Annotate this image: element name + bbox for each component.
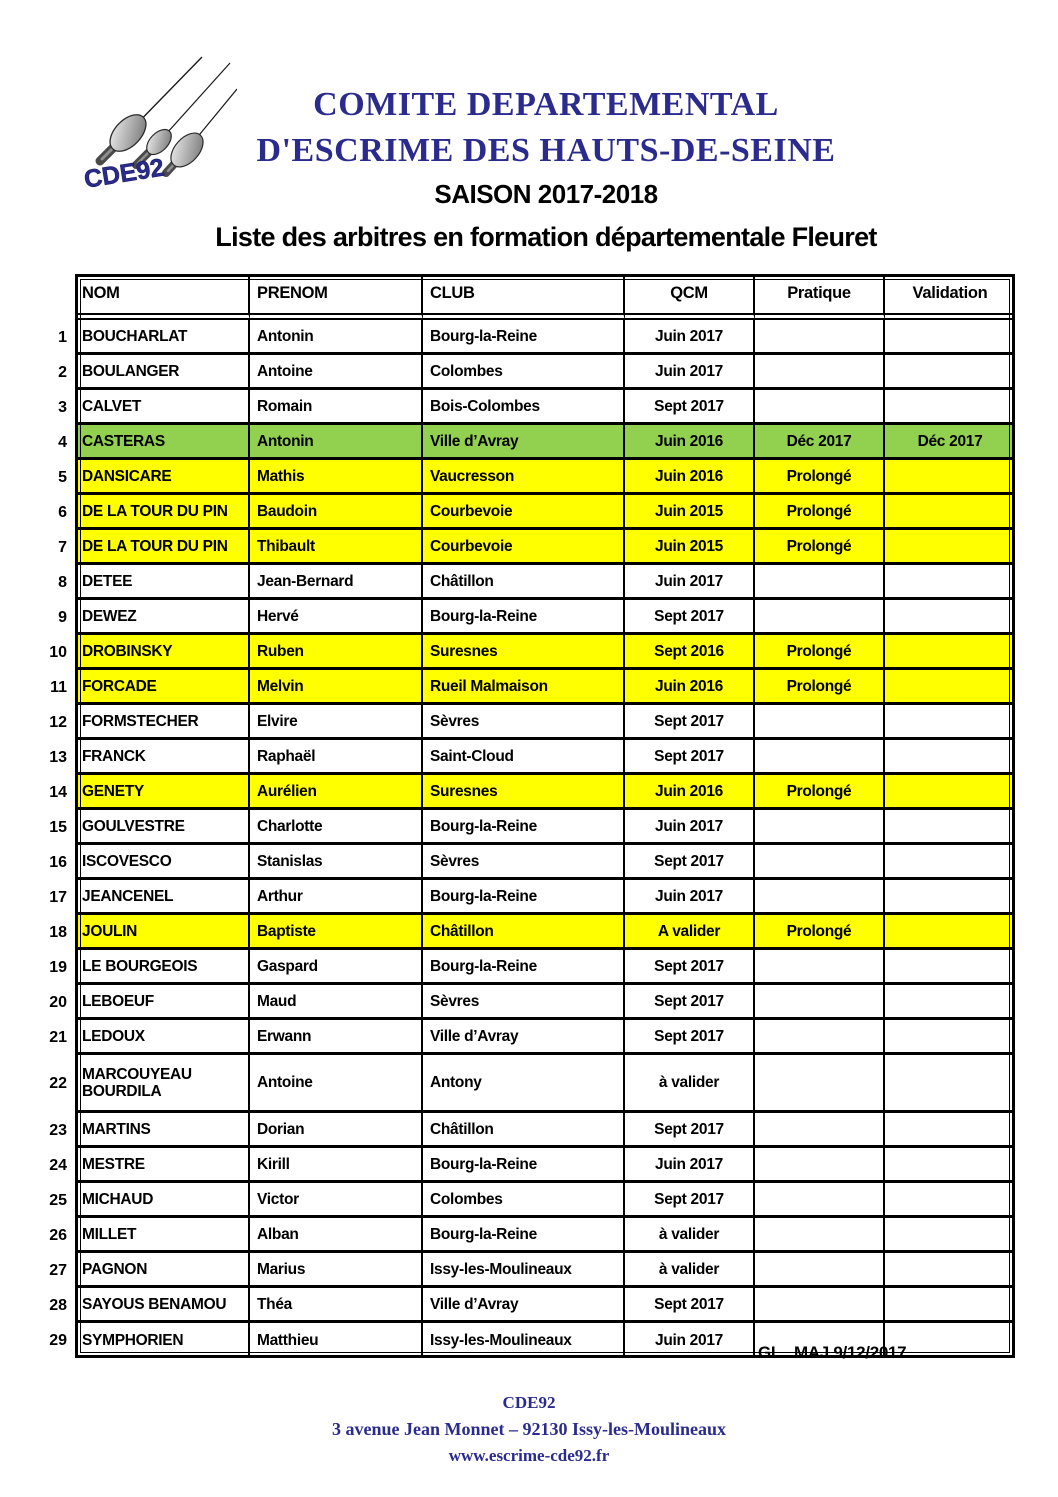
cell-validation <box>885 1113 1015 1148</box>
cell-prenom: Mathis <box>250 460 423 495</box>
cell-prenom: Baptiste <box>250 915 423 950</box>
cell-validation <box>885 705 1015 740</box>
cell-club: Bourg-la-Reine <box>423 880 625 915</box>
cell-nom: BOUCHARLAT <box>75 320 250 355</box>
row-number: 19 <box>49 958 67 976</box>
cell-qcm: Juin 2016 <box>625 425 755 460</box>
season-label: SAISON 2017-2018 <box>434 179 658 209</box>
cell-pratique <box>755 880 885 915</box>
cell-prenom: Dorian <box>250 1113 423 1148</box>
cell-pratique: Prolongé <box>755 635 885 670</box>
cell-qcm: Sept 2017 <box>625 705 755 740</box>
cell-qcm: Juin 2016 <box>625 775 755 810</box>
cell-qcm: Juin 2016 <box>625 460 755 495</box>
cell-pratique <box>755 600 885 635</box>
cell-prenom: Melvin <box>250 670 423 705</box>
cell-pratique <box>755 1020 885 1055</box>
cell-prenom: Baudoin <box>250 495 423 530</box>
column-header-club: CLUB <box>423 274 625 320</box>
cell-prenom: Kirill <box>250 1148 423 1183</box>
cell-prenom: Victor <box>250 1183 423 1218</box>
cell-prenom: Alban <box>250 1218 423 1253</box>
cell-nom: GENETY <box>75 775 250 810</box>
cell-validation <box>885 880 1015 915</box>
cell-club: Châtillon <box>423 1113 625 1148</box>
row-number: 7 <box>58 538 67 556</box>
cell-prenom: Charlotte <box>250 810 423 845</box>
cell-validation <box>885 1218 1015 1253</box>
cell-pratique: Prolongé <box>755 670 885 705</box>
cell-club: Courbevoie <box>423 530 625 565</box>
cell-pratique <box>755 985 885 1020</box>
cell-prenom: Antonin <box>250 320 423 355</box>
update-note: GL MAJ 9/12/2017 <box>758 1343 907 1362</box>
footer-address: 3 avenue Jean Monnet – 92130 Issy-les-Moulineaux <box>331 1419 726 1439</box>
cell-nom: DROBINSKY <box>75 635 250 670</box>
row-number: 17 <box>49 888 67 906</box>
cell-validation <box>885 1055 1015 1113</box>
cell-validation <box>885 670 1015 705</box>
cell-club: Issy-les-Moulineaux <box>423 1323 625 1358</box>
cell-qcm: à valider <box>625 1055 755 1113</box>
row-number: 10 <box>49 643 67 661</box>
cell-prenom: Ruben <box>250 635 423 670</box>
org-title-line2: D'ESCRIME DES HAUTS-DE-SEINE <box>256 132 836 169</box>
row-number-spacer <box>43 274 75 320</box>
cell-prenom: Elvire <box>250 705 423 740</box>
cell-validation <box>885 565 1015 600</box>
cell-club: Vaucresson <box>423 460 625 495</box>
row-number: 11 <box>50 678 67 696</box>
cell-nom: ISCOVESCO <box>75 845 250 880</box>
cell-club: Bourg-la-Reine <box>423 600 625 635</box>
cell-qcm: Sept 2017 <box>625 600 755 635</box>
referee-table <box>43 274 1015 1358</box>
row-number: 22 <box>49 1075 67 1092</box>
cell-pratique <box>755 1148 885 1183</box>
cell-pratique <box>755 705 885 740</box>
cell-validation <box>885 1253 1015 1288</box>
cell-prenom: Raphaël <box>250 740 423 775</box>
row-number: 8 <box>58 573 67 591</box>
cell-pratique <box>755 1183 885 1218</box>
row-number: 13 <box>49 748 67 766</box>
cell-pratique <box>755 810 885 845</box>
cell-pratique <box>755 1288 885 1323</box>
cell-validation <box>885 985 1015 1020</box>
cell-pratique: Déc 2017 <box>755 425 885 460</box>
cell-qcm: Sept 2016 <box>625 635 755 670</box>
cell-qcm: Juin 2016 <box>625 670 755 705</box>
cell-nom: FRANCK <box>75 740 250 775</box>
cell-qcm: Juin 2015 <box>625 530 755 565</box>
cell-validation <box>885 355 1015 390</box>
cell-pratique <box>755 845 885 880</box>
row-number: 6 <box>58 503 67 521</box>
cell-qcm: à valider <box>625 1253 755 1288</box>
cell-validation <box>885 530 1015 565</box>
cell-club: Colombes <box>423 355 625 390</box>
cell-nom: JOULIN <box>75 915 250 950</box>
cell-qcm: Sept 2017 <box>625 1288 755 1323</box>
row-number: 20 <box>49 993 67 1011</box>
org-title-line1: COMITE DEPARTEMENTAL <box>313 86 779 123</box>
cell-validation <box>885 600 1015 635</box>
cell-prenom: Erwann <box>250 1020 423 1055</box>
row-number: 28 <box>49 1296 67 1314</box>
cell-pratique <box>755 950 885 985</box>
cell-nom: BOULANGER <box>75 355 250 390</box>
cell-validation <box>885 740 1015 775</box>
cell-pratique <box>755 1055 885 1113</box>
row-number: 23 <box>49 1121 67 1139</box>
cell-pratique <box>755 565 885 600</box>
cell-qcm: à valider <box>625 1218 755 1253</box>
row-number: 2 <box>58 363 67 381</box>
cell-validation <box>885 1148 1015 1183</box>
cell-qcm: A valider <box>625 915 755 950</box>
cell-prenom: Hervé <box>250 600 423 635</box>
row-number: 25 <box>49 1191 67 1209</box>
cell-validation <box>885 320 1015 355</box>
cell-club: Châtillon <box>423 915 625 950</box>
cell-club: Ville d’Avray <box>423 425 625 460</box>
cell-club: Issy-les-Moulineaux <box>423 1253 625 1288</box>
cell-nom: MESTRE <box>75 1148 250 1183</box>
cell-nom: DE LA TOUR DU PIN <box>75 495 250 530</box>
row-number: 21 <box>49 1028 67 1046</box>
cell-pratique <box>755 1253 885 1288</box>
document-footer <box>0 1390 1058 1469</box>
cell-club: Courbevoie <box>423 495 625 530</box>
cell-prenom: Théa <box>250 1288 423 1323</box>
cell-pratique <box>755 1218 885 1253</box>
cell-pratique: Prolongé <box>755 775 885 810</box>
cell-club: Bourg-la-Reine <box>423 1148 625 1183</box>
cell-nom: DEWEZ <box>75 600 250 635</box>
cell-prenom: Marius <box>250 1253 423 1288</box>
cell-qcm: Juin 2017 <box>625 810 755 845</box>
cell-prenom: Antoine <box>250 1055 423 1113</box>
cell-qcm: Sept 2017 <box>625 1020 755 1055</box>
cell-nom: MILLET <box>75 1218 250 1253</box>
cell-nom: DANSICARE <box>75 460 250 495</box>
cell-nom: FORCADE <box>75 670 250 705</box>
cell-prenom: Stanislas <box>250 845 423 880</box>
cell-club: Sèvres <box>423 845 625 880</box>
row-number: 14 <box>49 783 67 801</box>
cell-prenom: Thibault <box>250 530 423 565</box>
cell-qcm: Juin 2017 <box>625 565 755 600</box>
cell-club: Bourg-la-Reine <box>423 950 625 985</box>
row-number: 29 <box>49 1331 67 1349</box>
cell-qcm: Sept 2017 <box>625 1183 755 1218</box>
cell-validation <box>885 1288 1015 1323</box>
cell-club: Ville d’Avray <box>423 1288 625 1323</box>
cell-nom: JEANCENEL <box>75 880 250 915</box>
cell-pratique <box>755 320 885 355</box>
cell-qcm: Sept 2017 <box>625 740 755 775</box>
column-header-pratique: Pratique <box>755 274 885 320</box>
cell-validation <box>885 460 1015 495</box>
row-number: 26 <box>49 1226 67 1244</box>
document-header <box>80 82 1012 253</box>
cell-prenom: Jean-Bernard <box>250 565 423 600</box>
cell-nom: SYMPHORIEN <box>75 1323 250 1358</box>
cell-pratique <box>755 355 885 390</box>
row-number: 3 <box>58 398 67 416</box>
cell-qcm: Juin 2017 <box>625 880 755 915</box>
cell-validation <box>885 775 1015 810</box>
column-header-nom: NOM <box>75 274 250 320</box>
cell-club: Suresnes <box>423 775 625 810</box>
cell-club: Suresnes <box>423 635 625 670</box>
cell-nom: LEDOUX <box>75 1020 250 1055</box>
row-number: 24 <box>49 1156 67 1174</box>
cell-club: Châtillon <box>423 565 625 600</box>
cell-club: Saint-Cloud <box>423 740 625 775</box>
row-number: 15 <box>49 818 67 836</box>
logo-text: CDE92 <box>82 153 167 194</box>
cell-qcm: Sept 2017 <box>625 1113 755 1148</box>
cell-nom: MICHAUD <box>75 1183 250 1218</box>
cell-club: Sèvres <box>423 985 625 1020</box>
cell-validation <box>885 495 1015 530</box>
cell-validation <box>885 1020 1015 1055</box>
cell-pratique: Prolongé <box>755 915 885 950</box>
cell-nom: MARTINS <box>75 1113 250 1148</box>
cell-qcm: Juin 2017 <box>625 1148 755 1183</box>
cell-qcm: Sept 2017 <box>625 985 755 1020</box>
row-number: 18 <box>49 923 67 941</box>
cell-nom: CASTERAS <box>75 425 250 460</box>
row-number: 5 <box>58 468 67 486</box>
row-number: 1 <box>58 328 67 346</box>
cell-club: Bourg-la-Reine <box>423 810 625 845</box>
cell-prenom: Arthur <box>250 880 423 915</box>
cell-pratique <box>755 1113 885 1148</box>
cell-prenom: Antonin <box>250 425 423 460</box>
column-header-prenom: PRENOM <box>250 274 423 320</box>
cell-pratique <box>755 390 885 425</box>
cell-validation <box>885 950 1015 985</box>
cell-pratique <box>755 740 885 775</box>
cell-prenom: Antoine <box>250 355 423 390</box>
cell-prenom: Gaspard <box>250 950 423 985</box>
cell-validation <box>885 635 1015 670</box>
cell-qcm: Juin 2017 <box>625 355 755 390</box>
cell-nom: FORMSTECHER <box>75 705 250 740</box>
cell-club: Colombes <box>423 1183 625 1218</box>
cell-prenom: Romain <box>250 390 423 425</box>
cell-qcm: Juin 2017 <box>625 320 755 355</box>
cell-pratique: Prolongé <box>755 495 885 530</box>
cell-qcm: Juin 2015 <box>625 495 755 530</box>
cell-nom: SAYOUS BENAMOU <box>75 1288 250 1323</box>
cell-club: Sèvres <box>423 705 625 740</box>
footer-org-name: CDE92 <box>502 1393 556 1412</box>
row-number: 27 <box>49 1261 67 1279</box>
cell-nom: LEBOEUF <box>75 985 250 1020</box>
cell-qcm: Sept 2017 <box>625 950 755 985</box>
cell-club: Ville d’Avray <box>423 1020 625 1055</box>
cell-club: Bourg-la-Reine <box>423 320 625 355</box>
cell-club: Bourg-la-Reine <box>423 1218 625 1253</box>
cell-validation <box>885 845 1015 880</box>
row-number: 4 <box>58 433 67 451</box>
row-number: 12 <box>49 713 67 731</box>
cell-nom: LE BOURGEOIS <box>75 950 250 985</box>
cell-qcm: Juin 2017 <box>625 1323 755 1358</box>
cell-nom: GOULVESTRE <box>75 810 250 845</box>
row-number: 9 <box>58 608 67 626</box>
cell-nom: CALVET <box>75 390 250 425</box>
cell-validation <box>885 810 1015 845</box>
cell-validation <box>885 1183 1015 1218</box>
cell-nom: DE LA TOUR DU PIN <box>75 530 250 565</box>
cell-prenom: Matthieu <box>250 1323 423 1358</box>
row-number: 16 <box>49 853 67 871</box>
cell-validation <box>885 915 1015 950</box>
cell-club: Antony <box>423 1055 625 1113</box>
cell-pratique: Prolongé <box>755 530 885 565</box>
column-header-validation: Validation <box>885 274 1015 320</box>
cell-nom: MARCOUYEAU BOURDILA <box>75 1055 250 1113</box>
cell-club: Bois-Colombes <box>423 390 625 425</box>
cell-pratique: Prolongé <box>755 460 885 495</box>
cell-prenom: Maud <box>250 985 423 1020</box>
cell-qcm: Sept 2017 <box>625 390 755 425</box>
cell-validation <box>885 390 1015 425</box>
column-header-qcm: QCM <box>625 274 755 320</box>
page-title: Liste des arbitres en formation départementale Fleuret <box>215 222 877 252</box>
cell-club: Rueil Malmaison <box>423 670 625 705</box>
cell-nom: DETEE <box>75 565 250 600</box>
cell-prenom: Aurélien <box>250 775 423 810</box>
footer-website: www.escrime-cde92.fr <box>448 1446 610 1465</box>
cell-qcm: Sept 2017 <box>625 845 755 880</box>
cell-nom: PAGNON <box>75 1253 250 1288</box>
cell-validation: Déc 2017 <box>885 425 1015 460</box>
